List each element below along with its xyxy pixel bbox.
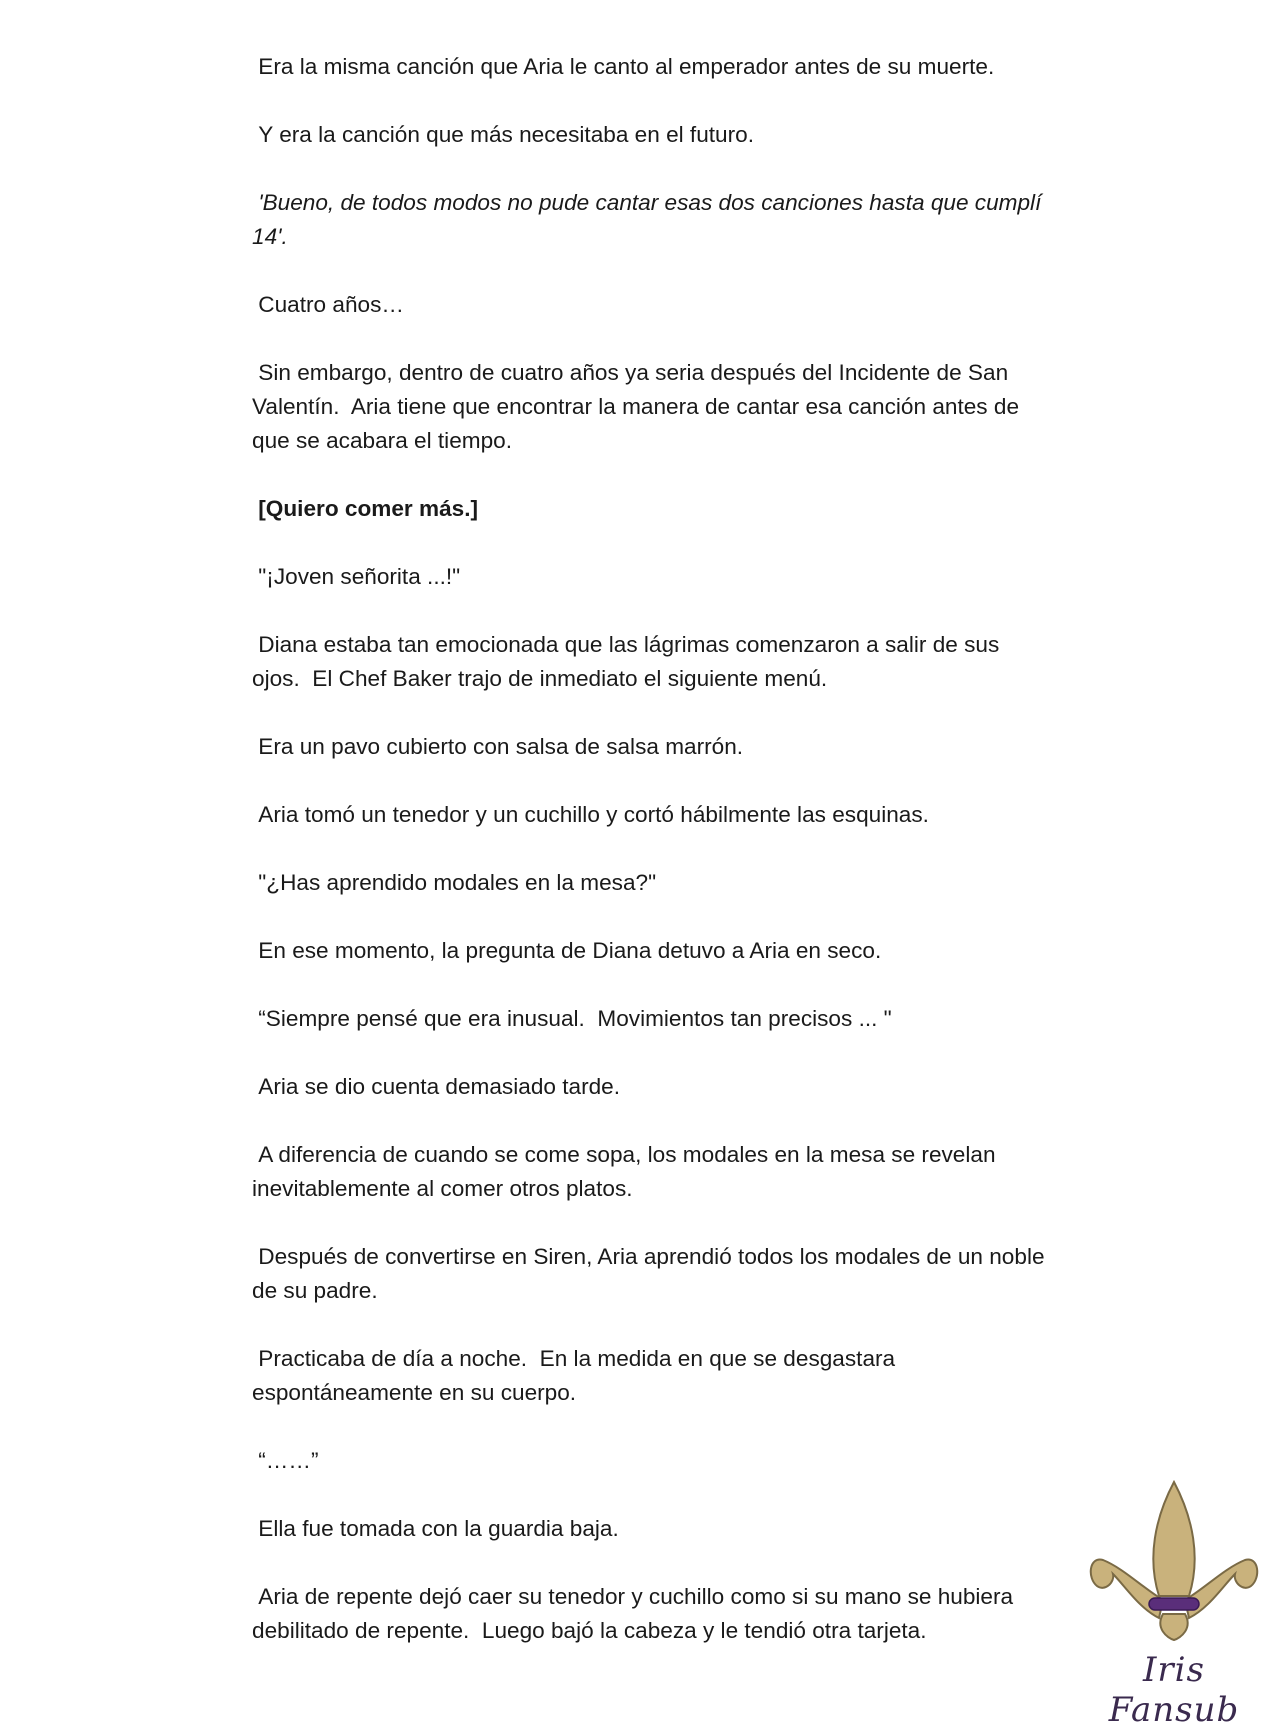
watermark-logo [1085,1478,1263,1730]
paragraph: Y era la canción que más necesitaba en el futuro. [252,122,754,147]
paragraph: Cuatro años… [252,292,404,317]
paragraph-dialogue: “Siempre pensé que era inusual. Movimientos tan precisos ... " [252,1006,892,1031]
paragraph: Era un pavo cubierto con salsa de salsa marrón. [252,734,744,759]
paragraph-dialogue: "¿Has aprendido modales en la mesa?" [252,870,657,895]
logo-text: Iris Fansub [1108,1650,1240,1730]
paragraph-dialogue: "¡Joven señorita ...!" [252,564,461,589]
paragraph: En ese momento, la pregunta de Diana detuvo a Aria en seco. [252,938,882,963]
fleur-de-lis-icon [1085,1478,1263,1650]
paragraph: Después de convertirse en Siren, Aria aprendió todos los modales de un noble de su padre. [252,1244,1051,1303]
paragraph-bold-card: [Quiero comer más.] [252,496,479,521]
paragraph: Practicaba de día a noche. En la medida en que se desgastara espontáneamente en su cuerpo. [252,1346,902,1405]
paragraph: Ella fue tomada con la guardia baja. [252,1516,619,1541]
paragraph: Diana estaba tan emocionada que las lágrimas comenzaron a salir de sus ojos. El Chef Baker trajo de inmediato el siguiente menú. [252,632,1006,691]
document-body [252,50,1052,1648]
paragraph: A diferencia de cuando se come sopa, los modales en la mesa se revelan inevitablemente al comer otros platos. [252,1142,1002,1201]
paragraph: Aria tomó un tenedor y un cuchillo y cortó hábilmente las esquinas. [252,802,929,827]
paragraph: Sin embargo, dentro de cuatro años ya seria después del Incidente de San Valentín. Aria tiene que encontrar la manera de cantar esa canción antes de que se acabara el tiempo. [252,360,1026,453]
paragraph: Aria de repente dejó caer su tenedor y cuchillo como si su mano se hubiera debilitado de repente. Luego bajó la cabeza y le tendió otra tarjeta. [252,1584,1020,1643]
paragraph: Era la misma canción que Aria le canto al emperador antes de su muerte. [252,54,995,79]
paragraph-italic-thought: 'Bueno, de todos modos no pude cantar esas dos canciones hasta que cumplí 14'. [252,190,1048,249]
paragraph-dialogue: “……” [252,1448,319,1473]
paragraph: Aria se dio cuenta demasiado tarde. [252,1074,621,1099]
